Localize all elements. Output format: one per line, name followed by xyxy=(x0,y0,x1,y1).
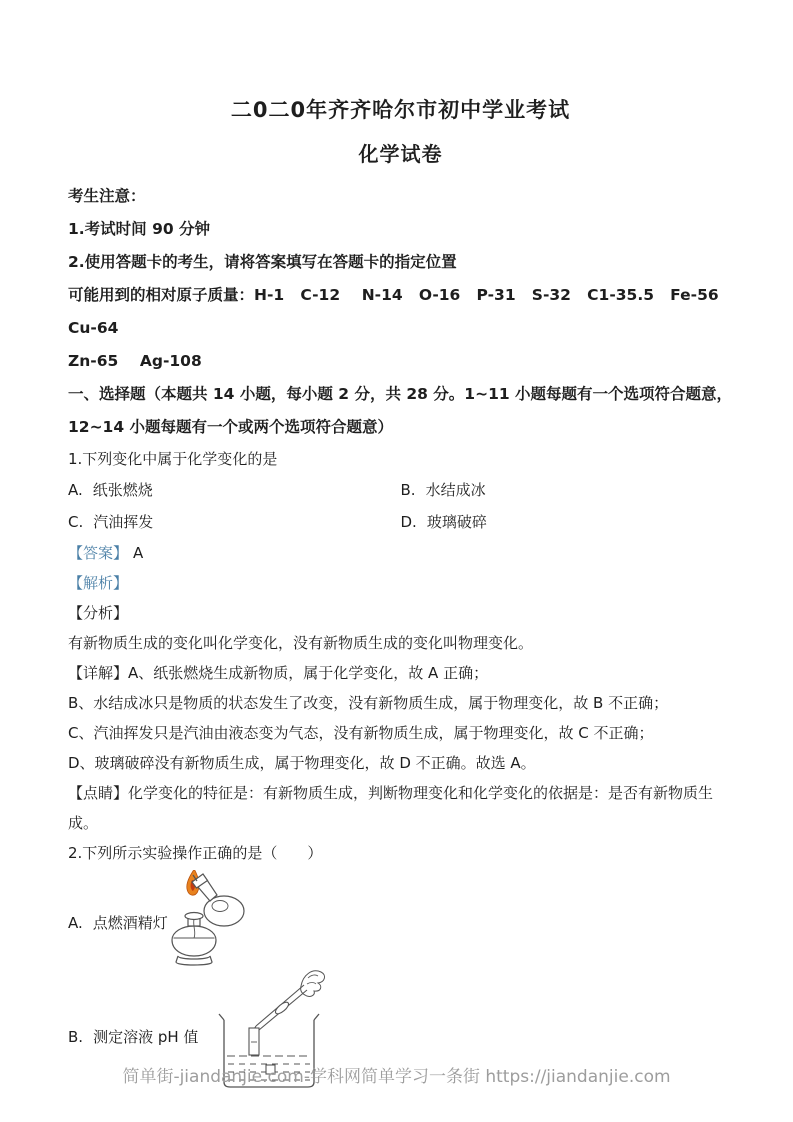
section-header-line-1: 一、选择题（本题共 14 小题，每小题 2 分，共 28 分。1~11 小题每题有一个选项符合题意， xyxy=(68,385,733,403)
question-2-stem: 2.下列所示实验操作正确的是（ ） xyxy=(68,844,323,862)
detail-line-a xyxy=(68,658,733,688)
notice-heading: 考生注意： xyxy=(68,187,146,205)
question-1-option-a xyxy=(68,474,401,506)
answer-line xyxy=(68,538,733,568)
question-1-option-b xyxy=(401,474,734,506)
question-1-option-c xyxy=(68,506,401,538)
option-d-label: D. xyxy=(400,513,417,531)
notice-item-1: 1.考试时间 90 分钟 xyxy=(68,220,211,238)
q2-option-a-label: A. xyxy=(68,913,83,932)
q2-option-b-text: 测定溶液 pH 值 xyxy=(93,1027,199,1046)
option-a-label: A. xyxy=(68,481,83,499)
detail-line-d: D、玻璃破碎没有新物质生成，属于物理变化，故 D 不正确。故选 A。 xyxy=(68,754,536,772)
option-b-figure-label xyxy=(68,1026,198,1047)
option-b-text: 水结成冰 xyxy=(425,481,486,499)
atomic-mass-line-2: Zn-65 Ag-108 xyxy=(68,352,202,370)
fenxi-text: 有新物质生成的变化叫化学变化，没有新物质生成的变化叫物理变化。 xyxy=(68,634,534,652)
tip-tag: 【点睛】 xyxy=(68,784,129,802)
detail-line-b: B、水结成冰只是物质的状态发生了改变，没有新物质生成，属于物理变化，故 B 不正确； xyxy=(68,694,669,712)
paper-title: 化学试卷 xyxy=(358,142,443,166)
detail-tag: 【详解】 xyxy=(68,664,129,682)
option-b-label: B. xyxy=(400,481,416,499)
tip-text: 化学变化的特征是：有新物质生成，判断物理变化和化学变化的依据是：是否有新物质生成。 xyxy=(68,784,714,832)
detail-a-text: A、纸张燃烧生成新物质，属于化学变化，故 A 正确； xyxy=(128,664,489,682)
footer-watermark: 简单街-jiandanjie.com-学科网简单学习一条街 https://jiandanjie.com xyxy=(122,1067,671,1087)
answer-tag: 【答案】 xyxy=(68,544,129,562)
q2-option-b-label: B. xyxy=(68,1027,84,1046)
option-a-figure-label xyxy=(68,912,168,933)
question-1-options xyxy=(68,474,733,538)
option-d-text: 玻璃破碎 xyxy=(426,513,487,531)
alcohol-lamp-figure xyxy=(160,870,256,974)
tip-line xyxy=(68,778,733,838)
jiexi-line xyxy=(68,568,733,598)
option-c-label: C. xyxy=(68,513,84,531)
question-1-stem: 1.下列变化中属于化学变化的是 xyxy=(68,450,278,468)
fenxi-tag: 【分析】 xyxy=(68,604,129,622)
answer-value: A xyxy=(133,544,144,562)
section-header-line-2: 12~14 小题每题有一个或两个选项符合题意） xyxy=(68,418,394,436)
detail-line-c: C、汽油挥发只是汽油由液态变为气态，没有新物质生成，属于物理变化，故 C 不正确； xyxy=(68,724,654,742)
question-1-option-d xyxy=(401,506,734,538)
jiexi-tag: 【解析】 xyxy=(68,574,129,592)
glass-rod xyxy=(253,985,307,1031)
notice-item-2: 2.使用答题卡的考生，请将答案填写在答题卡的指定位置 xyxy=(68,253,457,271)
atomic-mass-line-1: 可能用到的相对原子质量：H-1 C-12 N-14 O-16 P-31 S-32 C1-35.5 Fe-56 Cu-64 xyxy=(68,286,735,337)
exam-title: 二0二0年齐齐哈尔市初中学业考试 xyxy=(230,98,571,122)
q2-option-a-text: 点燃酒精灯 xyxy=(92,913,168,932)
fenxi-line xyxy=(68,598,733,628)
question-2-option-a xyxy=(68,870,733,974)
option-c-text: 汽油挥发 xyxy=(93,513,154,531)
option-a-text: 纸张燃烧 xyxy=(92,481,153,499)
